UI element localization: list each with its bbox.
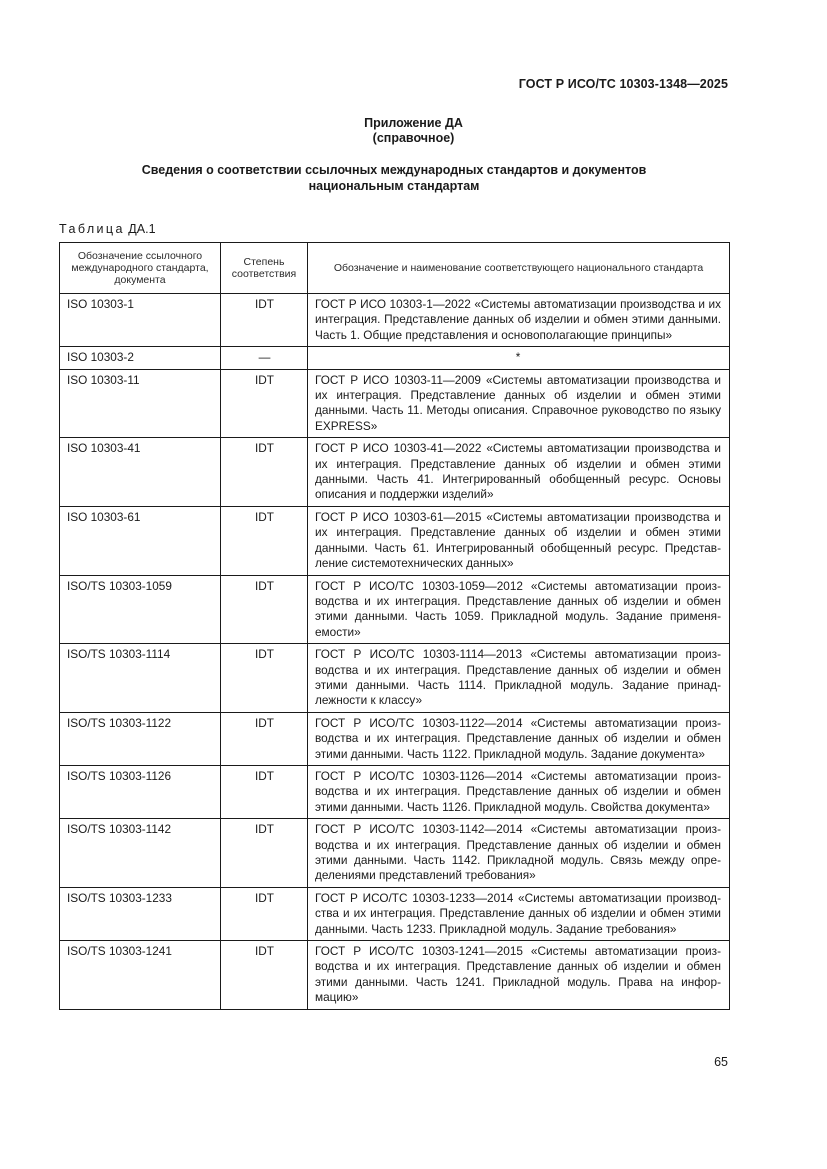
table-row: [60, 712, 730, 765]
national-standard-description: ГОСТ Р ИСО 10303-61—2015 «Системы автоматизации производства и их интеграция. Представление данных об изделии и обмен этими данными. Часть 61. Интегрированный обобщенный ресурс. Представление системотехнических данных»: [308, 506, 730, 575]
table-row: [60, 506, 730, 575]
international-standard-designation: ISO 10303-2: [60, 347, 221, 369]
international-standard-designation: ISO 10303-41: [60, 438, 221, 507]
column-header-international-standard: Обозначение ссылочного международного стандарта, документа: [60, 243, 221, 294]
correspondence-table: [59, 242, 730, 1010]
degree-of-correspondence: IDT: [221, 369, 308, 438]
page-number: 65: [714, 1055, 728, 1069]
table-row: [60, 438, 730, 507]
table-label-word: Таблица: [59, 222, 125, 236]
degree-of-correspondence: —: [221, 347, 308, 369]
international-standard-designation: ISO/TS 10303-1142: [60, 819, 221, 888]
national-standard-description: ГОСТ Р ИСО 10303-41—2022 «Системы автоматизации производства и их интеграция. Представление данных об изделии и обмен этими данными. Часть 41. Интегрированный обобщенный ресурс. Основы описания и поддержки изделий»: [308, 438, 730, 507]
national-standard-description: ГОСТ Р ИСО/ТС 10303-1233—2014 «Системы автоматизации производства и их интеграция. Представление данных об изделии и обмен этими данными. Часть 1233. Прикладной модуль. Задание требования»: [308, 887, 730, 940]
national-standard-description: ГОСТ Р ИСО/ТС 10303-1142—2014 «Системы автоматизации производства и их интеграция. Представление данных об изделии и обмен этими данными. Часть 1142. Прикладной модуль. Связь между определениями представлений требования»: [308, 819, 730, 888]
international-standard-designation: ISO 10303-11: [60, 369, 221, 438]
degree-of-correspondence: IDT: [221, 644, 308, 713]
degree-of-correspondence: IDT: [221, 712, 308, 765]
table-row: [60, 819, 730, 888]
table-row: [60, 941, 730, 1010]
international-standard-designation: ISO/TS 10303-1241: [60, 941, 221, 1010]
column-header-national-standard: Обозначение и наименование соответствующего национального стандарта: [308, 243, 730, 294]
national-standard-description: ГОСТ Р ИСО/ТС 10303-1114—2013 «Системы автоматизации производства и их интеграция. Представление данных об изделии и обмен этими данными. Часть 1114. Прикладной модуль. Задание принадлежности к классу»: [308, 644, 730, 713]
degree-of-correspondence: IDT: [221, 438, 308, 507]
table-body: [60, 294, 730, 1010]
table-label-number: ДА.1: [128, 222, 156, 236]
international-standard-designation: ISO/TS 10303-1122: [60, 712, 221, 765]
table-row: [60, 644, 730, 713]
degree-of-correspondence: IDT: [221, 765, 308, 818]
section-title-line-2: национальным стандартам: [308, 178, 480, 193]
national-standard-description: *: [308, 347, 730, 369]
column-header-degree-of-correspondence: Степень соответствия: [221, 243, 308, 294]
national-standard-description: ГОСТ Р ИСО/ТС 10303-1126—2014 «Системы автоматизации производства и их интеграция. Представление данных об изделии и обмен этими данными. Часть 1126. Прикладной модуль. Свойства документа»: [308, 765, 730, 818]
table-label: [59, 222, 156, 236]
degree-of-correspondence: IDT: [221, 887, 308, 940]
table-row: [60, 765, 730, 818]
national-standard-description: ГОСТ Р ИСО 10303-11—2009 «Системы автоматизации производства и их интеграция. Представление данных об изделии и обмен этими данными. Часть 11. Методы описания. Справочное руководство по языку EXPRESS»: [308, 369, 730, 438]
table-row: [60, 369, 730, 438]
degree-of-correspondence: IDT: [221, 941, 308, 1010]
national-standard-description: ГОСТ Р ИСО/ТС 10303-1059—2012 «Системы автоматизации производства и их интеграция. Представление данных об изделии и обмен этими данными. Часть 1059. Прикладной модуль. Задание применяемости»: [308, 575, 730, 644]
national-standard-description: ГОСТ Р ИСО 10303-1—2022 «Системы автоматизации производства и их интеграция. Представление данных об изделии и обмен этими данными. Часть 1. Общие представления и основополагающие принципы»: [308, 294, 730, 347]
degree-of-correspondence: IDT: [221, 294, 308, 347]
section-title-line-1: Сведения о соответствии ссылочных международных стандартов и документов: [141, 163, 647, 177]
table-row: [60, 575, 730, 644]
degree-of-correspondence: IDT: [221, 506, 308, 575]
international-standard-designation: ISO 10303-61: [60, 506, 221, 575]
appendix-title: Приложение ДА: [364, 116, 463, 130]
national-standard-description: ГОСТ Р ИСО/ТС 10303-1241—2015 «Системы автоматизации производства и их интеграция. Представление данных об изделии и обмен этими данными. Часть 1241. Прикладной модуль. Права на информацию»: [308, 941, 730, 1010]
table-row: [60, 347, 730, 369]
document-code-header: ГОСТ Р ИСО/ТС 10303-1348—2025: [518, 77, 728, 91]
table-row: [60, 294, 730, 347]
appendix-type: (справочное): [372, 131, 455, 145]
appendix-heading: [0, 116, 827, 146]
section-title: [0, 163, 788, 194]
international-standard-designation: ISO/TS 10303-1233: [60, 887, 221, 940]
international-standard-designation: ISO/TS 10303-1126: [60, 765, 221, 818]
international-standard-designation: ISO/TS 10303-1114: [60, 644, 221, 713]
degree-of-correspondence: IDT: [221, 819, 308, 888]
degree-of-correspondence: IDT: [221, 575, 308, 644]
table-row: [60, 887, 730, 940]
table-header-row: [60, 243, 730, 294]
international-standard-designation: ISO/TS 10303-1059: [60, 575, 221, 644]
national-standard-description: ГОСТ Р ИСО/ТС 10303-1122—2014 «Системы автоматизации производства и их интеграция. Представление данных об изделии и обмен этими данными. Часть 1122. Прикладной модуль. Задание документа»: [308, 712, 730, 765]
international-standard-designation: ISO 10303-1: [60, 294, 221, 347]
